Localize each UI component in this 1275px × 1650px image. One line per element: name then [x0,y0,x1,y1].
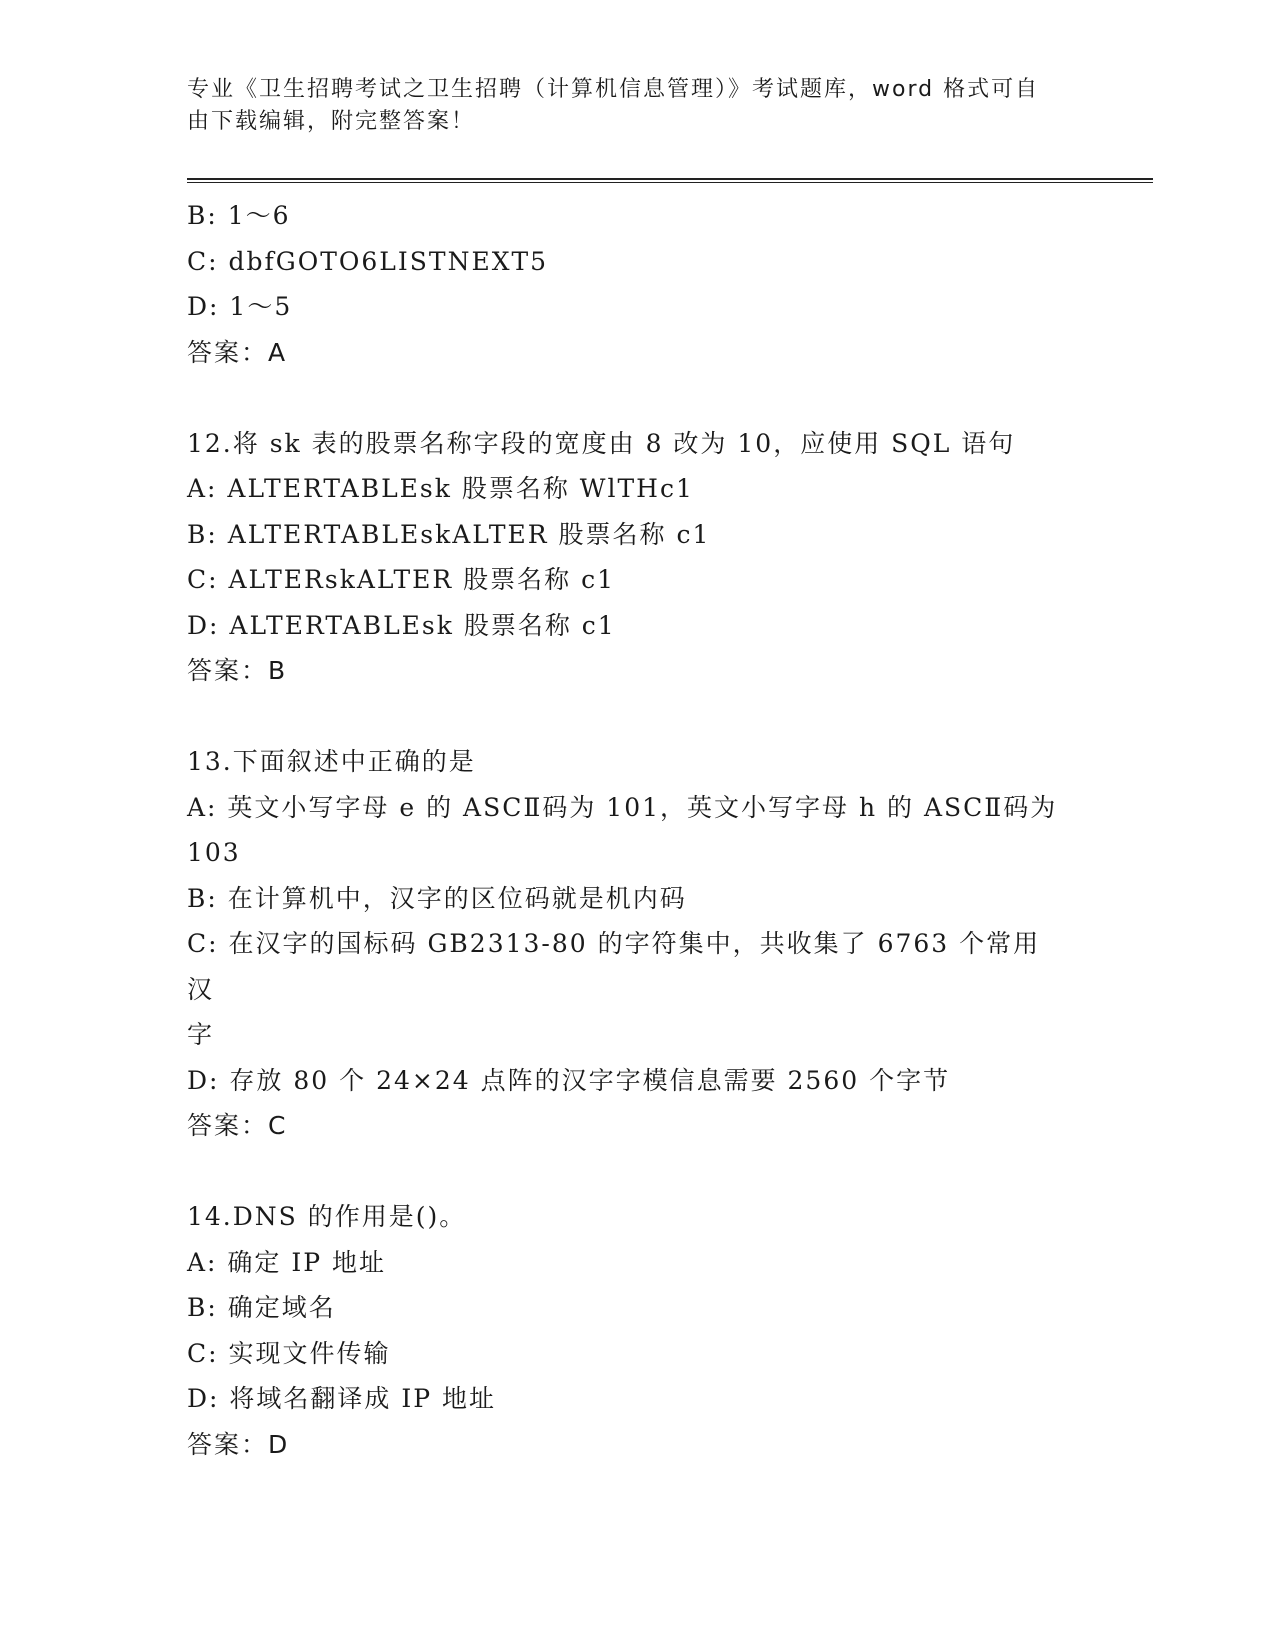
option-c-continued: 字 [187,1020,215,1049]
header-line-2: 由下载编辑，附完整答案！ [187,109,476,134]
option-d: D: 存放 80 个 24×24 点阵的汉字字模信息需要 2560 个字节 [187,1065,951,1095]
answer-line: 答案：A [187,337,288,367]
question-11-continued [187,193,1067,375]
option-b: B: 1～6 [187,201,291,230]
option-c: C: 在汉字的国标码 GB2313-80 的字符集中，共收集了 6763 个常用汉 [187,929,1041,1004]
option-d: D: 将域名翻译成 IP 地址 [187,1384,497,1413]
option-d: D: 1～5 [187,292,293,321]
answer-line: 答案：C [187,1111,288,1140]
question-list [187,193,1067,1467]
option-a: A: 英文小写字母 e 的 ASCⅡ码为 101，英文小写字母 h 的 ASCⅡ码为 [187,792,1058,822]
question-13 [187,739,1067,1149]
option-a: A: 确定 IP 地址 [187,1247,387,1277]
spacer [187,1149,1067,1195]
option-c: C: ALTERskALTER 股票名称 c1 [187,565,616,594]
question-stem: 12.将 sk 表的股票名称字段的宽度由 8 改为 10，应使用 SQL 语句 [187,428,1016,458]
option-a-continued: 103 [187,838,241,867]
option-d: D: ALTERTABLEsk 股票名称 c1 [187,610,616,640]
option-b: B: 确定域名 [187,1293,336,1322]
spacer [187,375,1067,421]
option-b: B: 在计算机中，汉字的区位码就是机内码 [187,883,687,913]
question-14 [187,1194,1067,1467]
answer-line: 答案：B [187,656,288,685]
option-b: B: ALTERTABLEskALTER 股票名称 c1 [187,519,711,549]
header-divider-thin [187,182,1153,183]
question-12 [187,421,1067,694]
spacer [187,694,1067,740]
question-stem: 13.下面叙述中正确的是 [187,747,476,776]
answer-line: 答案：D [187,1429,290,1459]
document-header [187,74,1067,138]
option-c: C: 实现文件传输 [187,1338,391,1368]
header-divider-thick [187,178,1153,180]
question-stem: 14.DNS 的作用是()。 [187,1202,467,1231]
option-a: A: ALTERTABLEsk 股票名称 WlTHc1 [187,474,694,503]
option-c: C: dbfGOTO6LISTNEXT5 [187,246,549,276]
header-line-1: 专业《卫生招聘考试之卫生招聘（计算机信息管理）》考试题库，word 格式可自 [187,77,1040,102]
